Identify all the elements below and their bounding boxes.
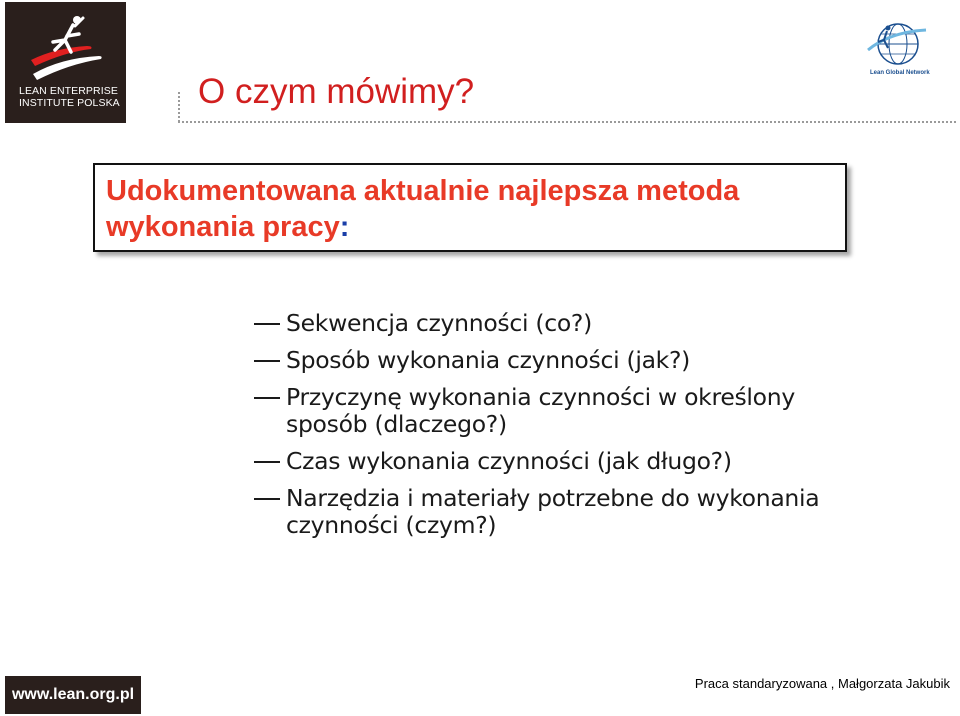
partner-logo-label: Lean Global Network bbox=[870, 70, 930, 76]
list-item bbox=[246, 347, 856, 374]
dash-bullet-icon bbox=[254, 461, 280, 463]
list-item-text: Sposób wykonania czynności (jak?) bbox=[286, 346, 691, 374]
dash-bullet-icon bbox=[254, 360, 280, 362]
lean-enterprise-logo bbox=[5, 2, 126, 123]
logo-text-line2: INSTITUTE POLSKA bbox=[19, 97, 120, 109]
definition-box bbox=[93, 163, 847, 252]
list-item-text: Narzędzia i materiały potrzebne do wykonania czynności (czym?) bbox=[286, 484, 820, 539]
list-item-text: Sekwencja czynności (co?) bbox=[286, 309, 592, 337]
page-title: O czym mówimy? bbox=[198, 72, 475, 111]
title-divider-horizontal bbox=[178, 121, 956, 123]
dash-bullet-icon bbox=[254, 498, 280, 500]
dash-bullet-icon bbox=[254, 323, 280, 325]
runner-logo-icon bbox=[25, 12, 105, 82]
list-item bbox=[246, 448, 856, 475]
dash-bullet-icon bbox=[254, 397, 280, 399]
lean-global-network-logo bbox=[866, 20, 936, 82]
definition-main: Udokumentowana aktualnie najlepsza metoda wykonania pracy bbox=[106, 175, 740, 243]
list-item bbox=[246, 310, 856, 337]
list-item-text: Przyczynę wykonania czynności w określony sposób (dlaczego?) bbox=[286, 383, 795, 438]
globe-icon bbox=[866, 20, 928, 70]
footer-credit: Praca standaryzowana , Małgorzata Jakubik bbox=[694, 676, 950, 691]
bullet-list bbox=[246, 310, 856, 549]
definition-colon: : bbox=[339, 211, 350, 243]
definition-text bbox=[106, 173, 826, 245]
list-item bbox=[246, 485, 856, 539]
title-divider-vertical bbox=[178, 92, 180, 122]
logo-text-line1: LEAN ENTERPRISE bbox=[19, 85, 118, 97]
website-link[interactable]: www.lean.org.pl bbox=[5, 676, 141, 714]
list-item bbox=[246, 384, 856, 438]
list-item-text: Czas wykonania czynności (jak długo?) bbox=[286, 447, 732, 475]
